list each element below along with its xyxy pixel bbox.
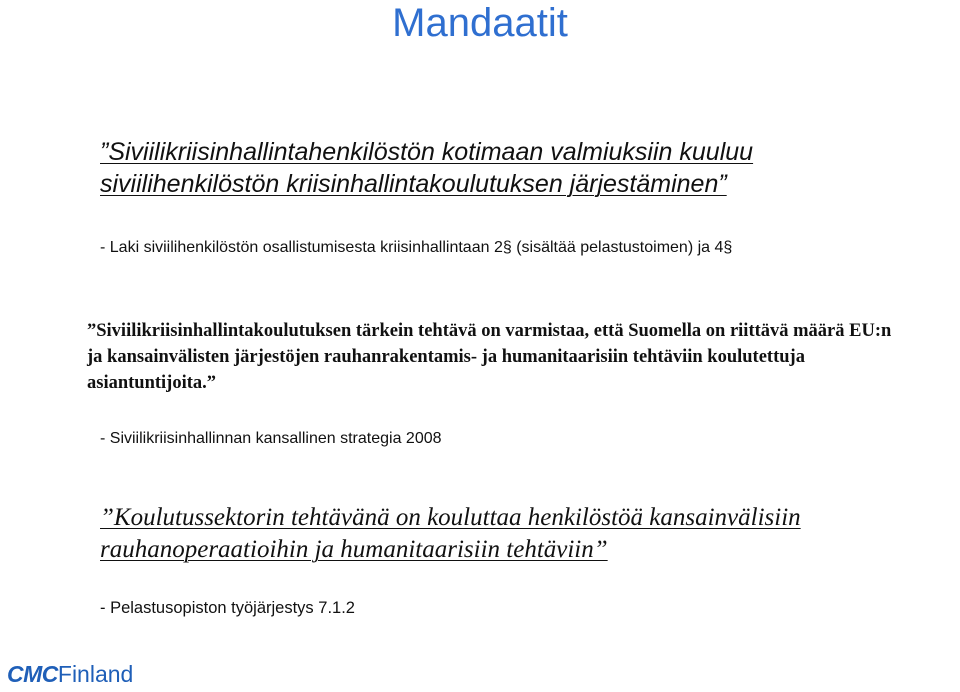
slide-title: Mandaatit — [392, 1, 568, 45]
quote-law: ”Siviilikriisinhallintahenkilöstön kotimaan valmiuksiin kuuluu siviilihenkilöstön kriisinhallintakoulutuksen järjestäminen” — [100, 138, 754, 198]
logo-finland: Finland — [57, 661, 134, 687]
quote-strategy: ”Siviilikriisinhallintakoulutuksen tärkein tehtävä on varmistaa, että Suomella on riittävä määrä EU:n ja kansainvälisten järjestöjen rauhanrakentamis- ja humanitaarisiin tehtäviin koulutettuja asiantuntijoita.” — [87, 321, 892, 393]
source-rules-of-procedure: - Pelastusopiston työjärjestys 7.1.2 — [100, 599, 355, 617]
quote-training-sector: ”Koulutussektorin tehtävänä on kouluttaa henkilöstöä kansainvälisiin rauhanoperaatioihin ja humanitaarisiin tehtäviin” — [100, 504, 801, 563]
logo-cmc: CMC — [7, 661, 58, 687]
cmc-finland-logo — [7, 660, 133, 688]
source-law: - Laki siviilihenkilöstön osallistumisesta kriisinhallintaan 2§ (sisältää pelastustoimen) ja 4§ — [100, 239, 733, 256]
source-strategy: - Siviilikriisinhallinnan kansallinen strategia 2008 — [100, 430, 442, 447]
